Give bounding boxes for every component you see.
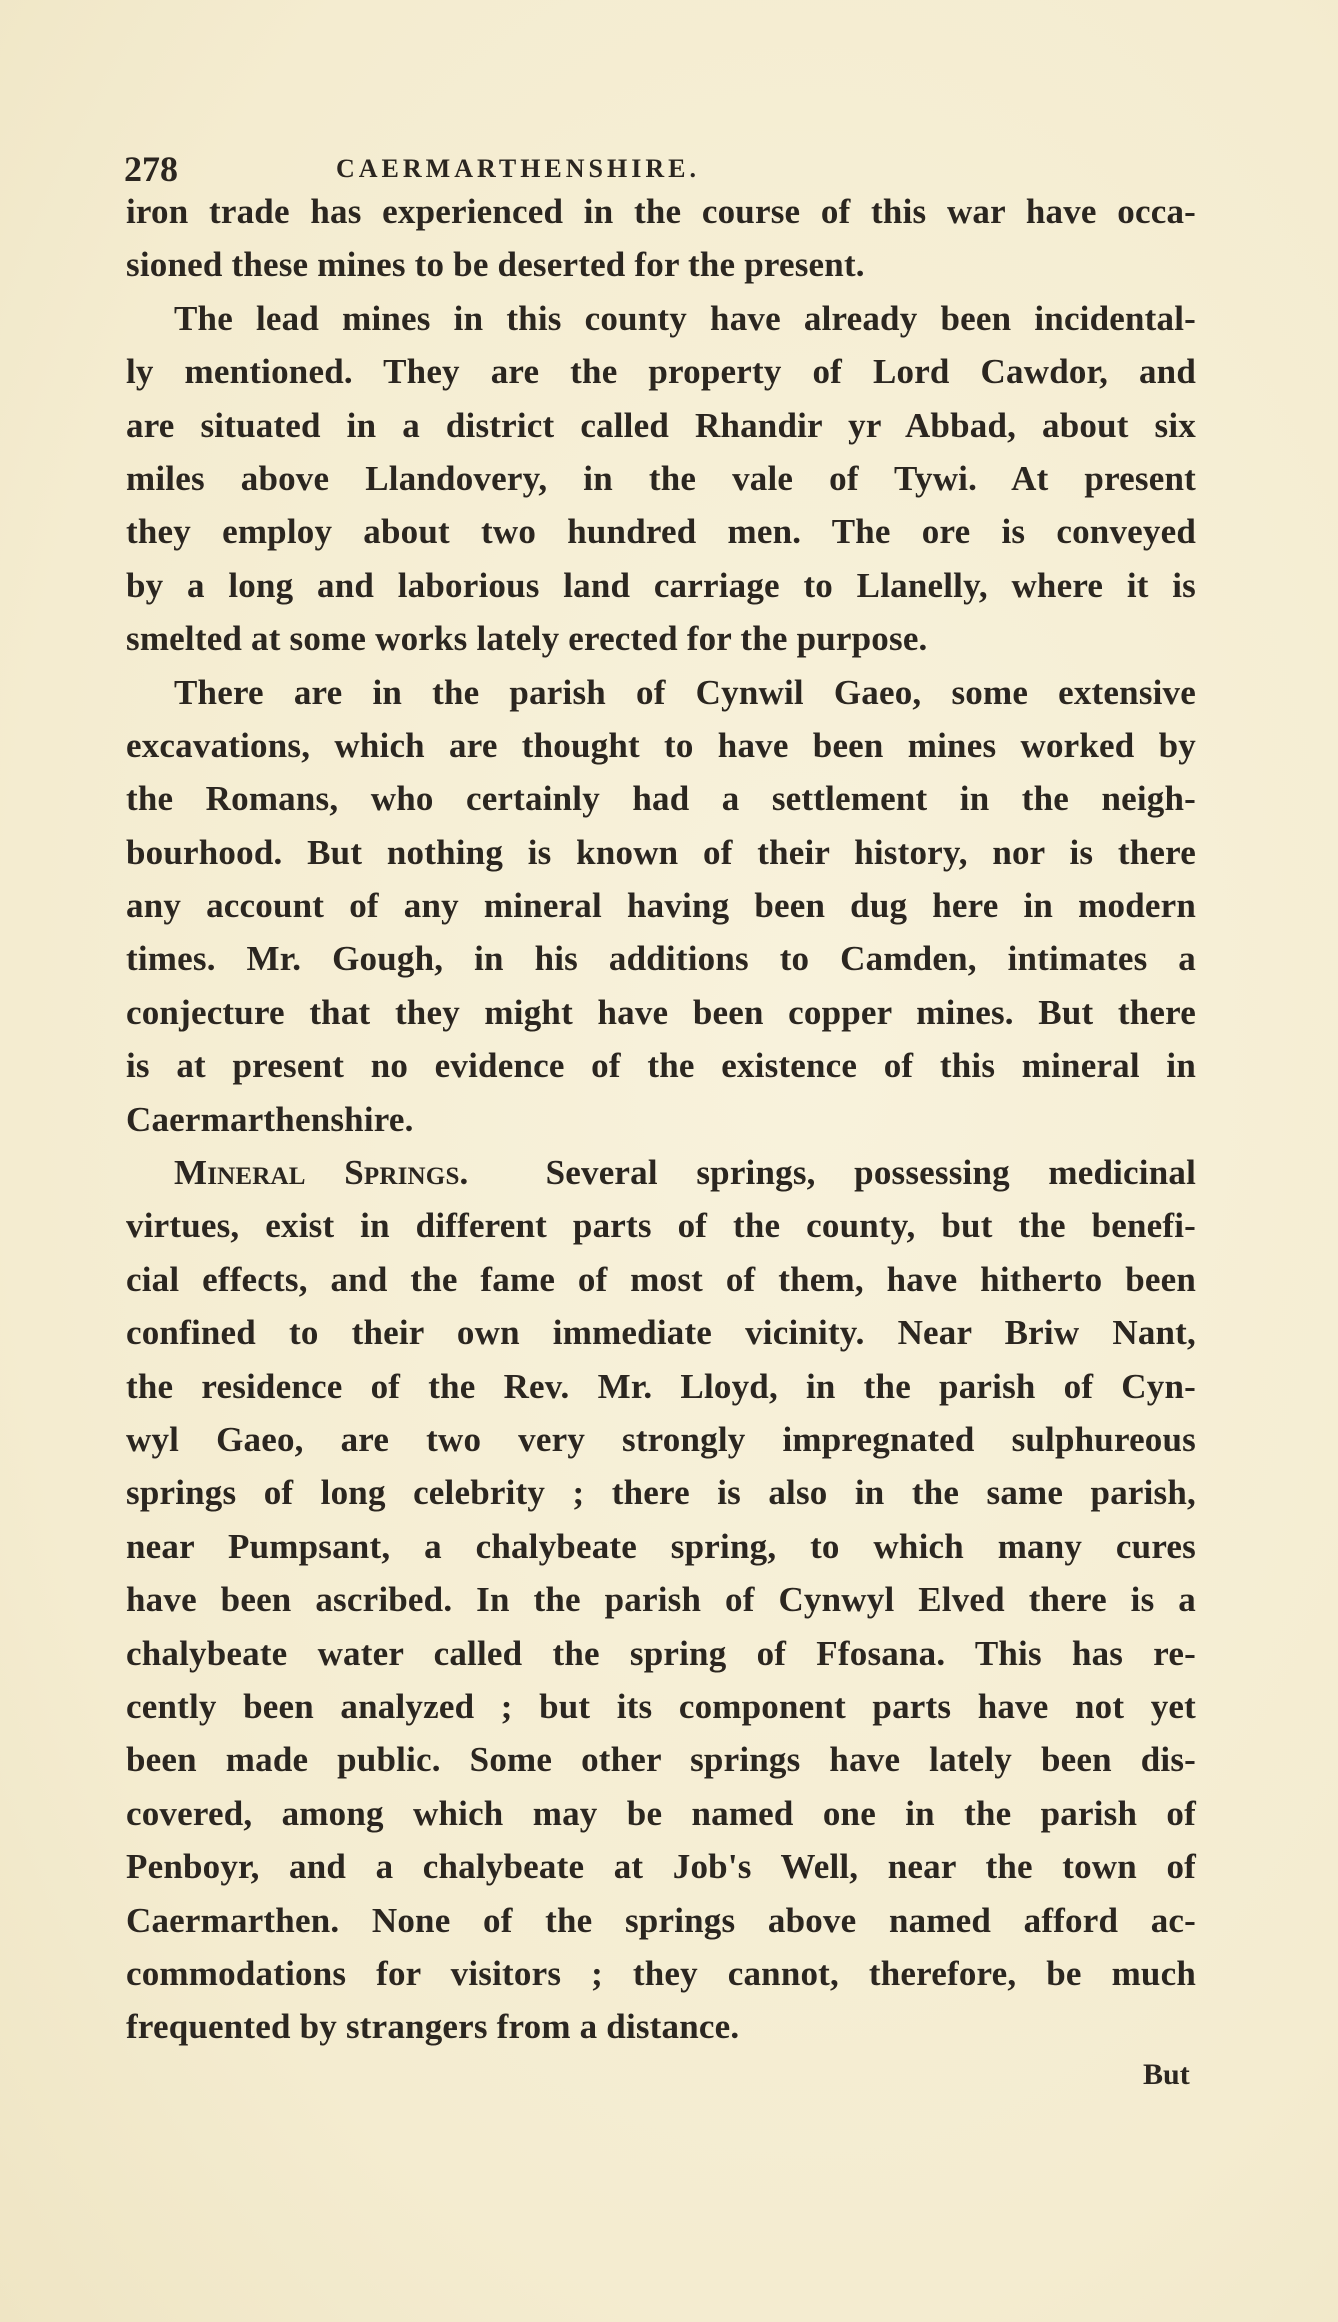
text-line: Caermarthen. None of the springs above named afford ac-: [126, 1900, 1196, 1940]
text-line: is at present no evidence of the existence of this mineral in: [126, 1046, 1196, 1086]
text-line: springs of long celebrity ; there is also in the same parish,: [126, 1473, 1196, 1513]
text-line: cial effects, and the fame of most of them, have hitherto been: [126, 1259, 1196, 1299]
catchword: But: [1143, 2058, 1190, 2091]
text-line: bourhood. But nothing is known of their history, nor is there: [126, 832, 1196, 872]
text-line: Several springs, possessing medicinal: [545, 1153, 1196, 1193]
text-line: confined to their own immediate vicinity. Near Briw Nant,: [126, 1313, 1196, 1353]
text-line: frequented by strangers from a distance.: [126, 2007, 740, 2047]
text-line: commodations for visitors ; they cannot, therefore, be much: [126, 1953, 1196, 1993]
text-line: excavations, which are thought to have been mines worked by: [126, 725, 1196, 765]
text-line: miles above Llandovery, in the vale of Tywi. At present: [126, 458, 1196, 498]
text-line: by a long and laborious land carriage to Llanelly, where it is: [126, 565, 1196, 605]
text-line: virtues, exist in different parts of the county, but the benefi-: [126, 1206, 1196, 1246]
text-line: chalybeate water called the spring of Ffosana. This has re-: [126, 1633, 1196, 1673]
text-line: cently been analyzed ; but its component parts have not yet: [126, 1686, 1196, 1726]
text-line-with-heading: [126, 1146, 1196, 1199]
section-heading: Mineral Springs.: [174, 1153, 469, 1193]
text-line: iron trade has experienced in the course of this war have occa-: [126, 192, 1196, 231]
text-line: wyl Gaeo, are two very strongly impregnated sulphureous: [126, 1419, 1196, 1459]
text-line: Caermarthenshire.: [126, 1099, 414, 1139]
text-line: are situated in a district called Rhandir yr Abbad, about six: [126, 405, 1196, 445]
text-line: Penboyr, and a chalybeate at Job's Well, near the town of: [126, 1847, 1196, 1887]
text-line: have been ascribed. In the parish of Cynwyl Elved there is a: [126, 1580, 1196, 1620]
text-line: any account of any mineral having been dug here in modern: [126, 886, 1196, 926]
text-line: been made public. Some other springs have lately been dis-: [126, 1740, 1196, 1780]
text-line: sioned these mines to be deserted for the present.: [126, 245, 865, 285]
page-body: [126, 185, 1196, 2054]
text-line: they employ about two hundred men. The ore is conveyed: [126, 512, 1196, 552]
page-number: 278: [124, 149, 178, 189]
text-line: the Romans, who certainly had a settlement in the neigh-: [126, 779, 1196, 819]
text-line: the residence of the Rev. Mr. Lloyd, in the parish of Cyn-: [126, 1366, 1196, 1406]
text-line: conjecture that they might have been copper mines. But there: [126, 992, 1196, 1032]
text-line: The lead mines in this county have already been incidental-: [174, 298, 1196, 338]
running-title: CAERMARTHENSHIRE.: [336, 154, 700, 183]
text-line: covered, among which may be named one in the parish of: [126, 1793, 1196, 1833]
text-line: times. Mr. Gough, in his additions to Camden, intimates a: [126, 939, 1196, 979]
text-line: There are in the parish of Cynwil Gaeo, some extensive: [174, 672, 1196, 712]
text-line: ly mentioned. They are the property of Lord Cawdor, and: [126, 352, 1196, 392]
text-line: smelted at some works lately erected for the purpose.: [126, 619, 928, 659]
text-line: near Pumpsant, a chalybeate spring, to which many cures: [126, 1526, 1196, 1566]
